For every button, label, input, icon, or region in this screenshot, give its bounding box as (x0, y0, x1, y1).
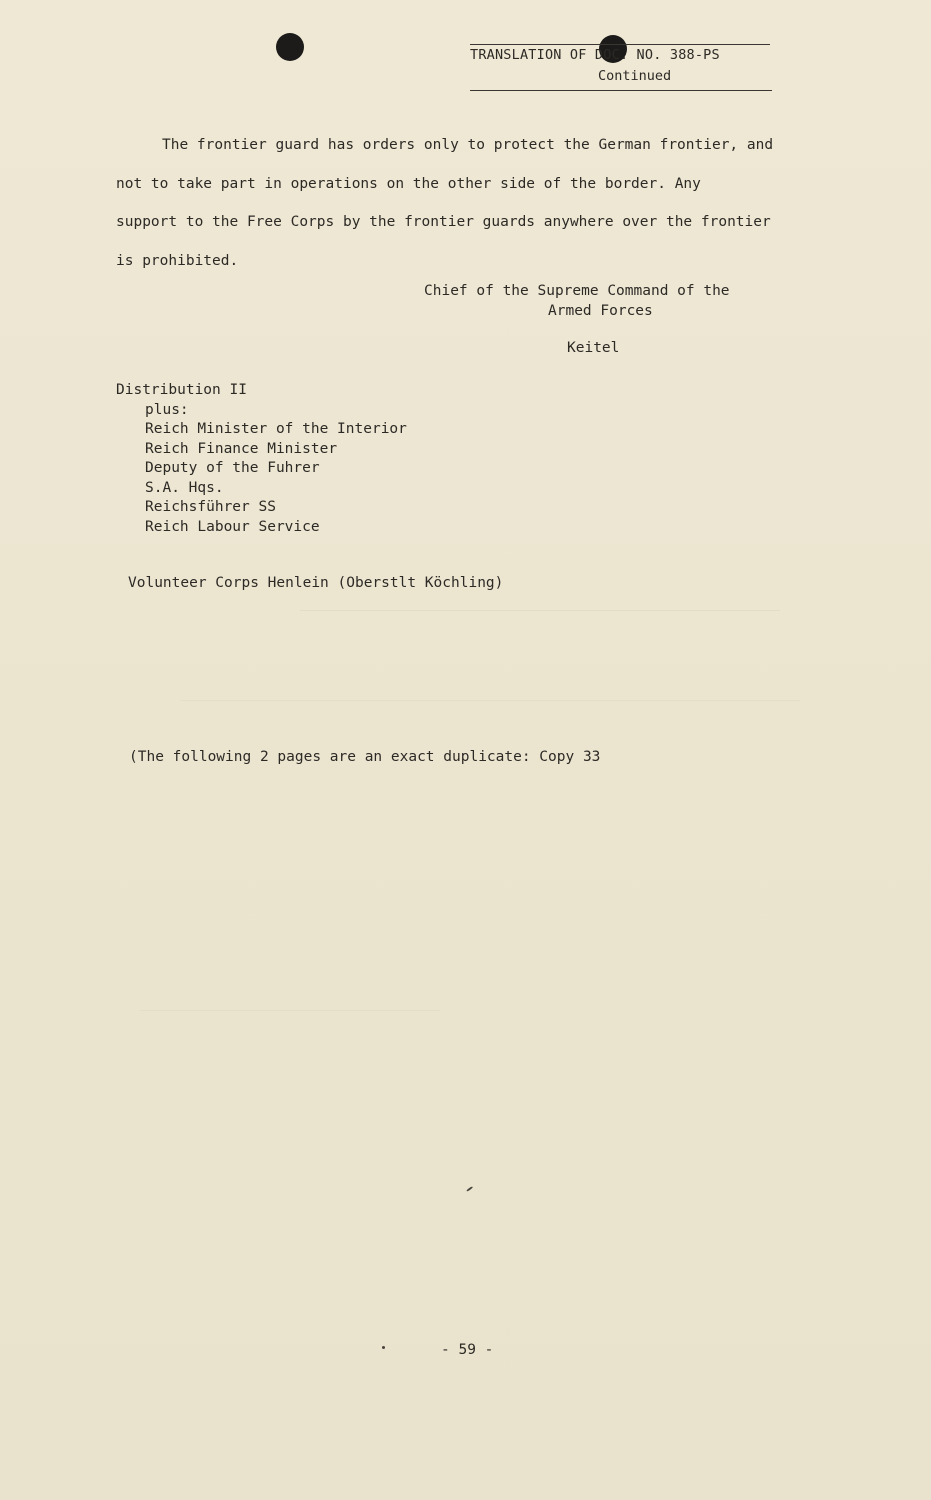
bleed-through-line (140, 1010, 440, 1011)
list-item: Reichsführer SS (145, 499, 276, 515)
signature-title (424, 282, 730, 321)
paragraph-line: support to the Free Corps by the frontier guards anywhere over the frontier (116, 214, 771, 230)
document-header (470, 44, 774, 91)
continued-label: Continued (598, 68, 672, 84)
ink-speck (466, 1186, 473, 1191)
signature-title-line: Chief of the Supreme Command of the (424, 283, 730, 299)
list-item: Reich Minister of the Interior (145, 421, 407, 437)
distribution-heading: Distribution II (116, 382, 247, 398)
paragraph-line: is prohibited. (116, 252, 239, 269)
header-rule (470, 44, 770, 45)
list-item: S.A. Hqs. (145, 479, 224, 496)
distribution-list (116, 381, 407, 537)
punch-hole-left (276, 33, 304, 61)
signatory-name: Keitel (567, 340, 620, 356)
signature-title-line: Armed Forces (548, 302, 653, 319)
bleed-through-line (300, 610, 780, 611)
volunteer-corps-line: Volunteer Corps Henlein (Oberstlt Köchling) (128, 575, 504, 591)
ink-speck (382, 1346, 385, 1349)
list-item: Reich Labour Service (145, 518, 320, 535)
header-rule (470, 90, 772, 91)
body-paragraph (116, 126, 846, 280)
document-reference: TRANSLATION OF DOC. NO. 388-PS (470, 47, 720, 63)
paragraph-line: The frontier guard has orders only to protect the German frontier, and (162, 137, 774, 153)
duplicate-note: (The following 2 pages are an exact duplicate: Copy 33 (129, 749, 601, 765)
list-item: Reich Finance Minister (145, 440, 338, 457)
bleed-through-line (180, 700, 800, 701)
list-item: Deputy of the Fuhrer (145, 460, 320, 476)
page-number: - 59 - (441, 1342, 494, 1358)
distribution-plus: plus: (145, 401, 189, 418)
paragraph-line: not to take part in operations on the other side of the border. Any (116, 175, 701, 192)
